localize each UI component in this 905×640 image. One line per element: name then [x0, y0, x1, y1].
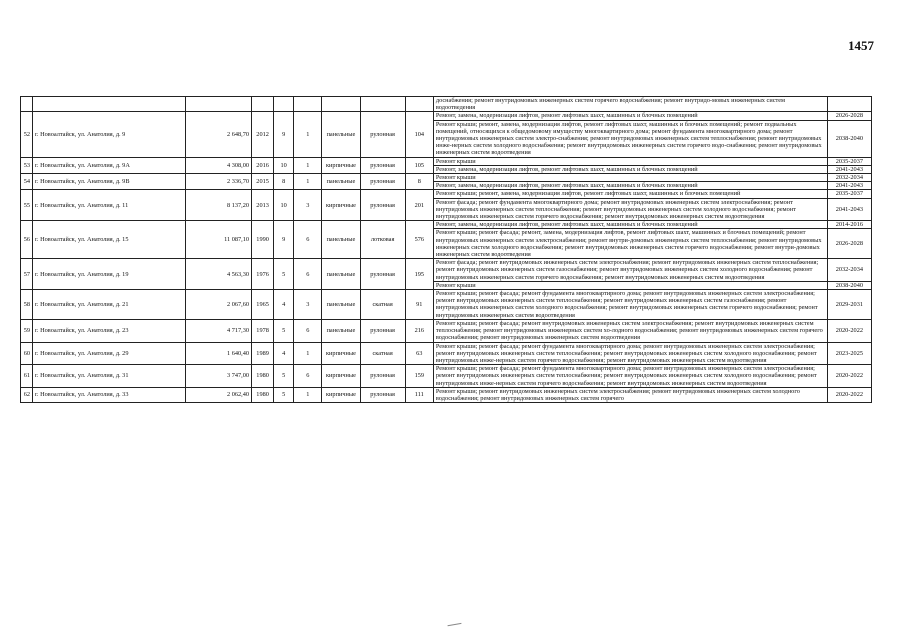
table-row [21, 342, 872, 365]
wall-material-cell: панельные [322, 221, 360, 259]
floors-cell: 5 [274, 387, 294, 402]
row-number [21, 97, 33, 112]
floors-cell: 5 [274, 365, 294, 388]
area-cell: 2 336,70 [185, 174, 251, 190]
work-description-cell: Ремонт крыши [433, 157, 827, 165]
period-cell: 2035-2037 [827, 190, 871, 198]
wall-material-cell [322, 97, 360, 112]
area-cell: 2 062,40 [185, 387, 251, 402]
page-number: 1457 [848, 38, 874, 53]
period-cell: 2035-2037 [827, 157, 871, 165]
work-description-cell: Ремонт, замена, модернизация лифтов, ремонт лифтовых шахт, машинных и блочных помещений [433, 182, 827, 190]
work-description-cell: доснабжения; ремонт внутридомовых инженерных систем горячего водоснабжения; ремонт внутридо-мовых инженерных систем водоотведения [433, 97, 827, 112]
year-cell: 2013 [252, 190, 274, 221]
roof-type-cell: рулонная [360, 112, 405, 157]
row-number: 55 [21, 190, 33, 221]
wall-material-cell: панельные [322, 290, 360, 320]
area-cell: 3 747,00 [185, 365, 251, 388]
period-cell: 2041-2043 [827, 182, 871, 190]
year-cell: 1980 [252, 387, 274, 402]
period-cell: 2029-2031 [827, 290, 871, 320]
area-cell: 1 640,40 [185, 342, 251, 365]
year-cell [252, 97, 274, 112]
apartments-cell: 201 [405, 190, 433, 221]
work-description-cell: Ремонт фасада; ремонт внутридомовых инженерных систем электроснабжения; ремонт внутридомовых инженерных систем теплоснабжения; ремонт внутридомовых инженерных систем газоснабжения; ремонт внутридомовых инженерных систем холодного водоснабжения; ремонт внутридомовых инженерных систем горячего водоснабжения; ремонт внутридомовых инженерных систем водоотведения [433, 259, 827, 282]
work-description-cell: Ремонт, замена, модернизация лифтов, ремонт лифтовых шахт, машинных и блочных помещений [433, 165, 827, 173]
address-cell: г. Новоалтайск, ул. Анатолия, д. 29 [33, 342, 186, 365]
floors-cell: 5 [274, 319, 294, 342]
year-cell: 2016 [252, 157, 274, 173]
area-cell: 4 308,00 [185, 157, 251, 173]
address-cell: г. Новоалтайск, ул. Анатолия, д. 23 [33, 319, 186, 342]
table-row [21, 319, 872, 342]
wall-material-cell: панельные [322, 259, 360, 290]
table-row [21, 221, 872, 229]
work-description-cell: Ремонт крыши; ремонт фасада; ремонт фундамента многоквартирного дома; ремонт внутридомовых инженерных систем электроснабжения; ремонт внутридомовых инженерных систем теплоснабжения; ремонт внутридомовых инженерных систем холодного водоснабжения; ремонт внутридомовых инже-нерных систем горячего водоснабжения; ремонт внутридомовых инженерных систем водоотведения [433, 342, 827, 365]
year-cell: 2012 [252, 112, 274, 157]
roof-type-cell: лотковая [360, 221, 405, 259]
period-cell [827, 97, 871, 112]
apartments-cell: 91 [405, 290, 433, 320]
address-cell: г. Новоалтайск, ул. Анатолия, д. 21 [33, 290, 186, 320]
floors-cell: 4 [274, 342, 294, 365]
address-cell: г. Новоалтайск, ул. Анатолия, д. 11 [33, 190, 186, 221]
work-description-cell: Ремонт крыши; ремонт фасада; ремонт, замена, модернизация лифтов, ремонт лифтовых шахт, машинных и блочных помещений; ремонт внутридомовых инженерных систем электроснабжения; ремонт внутри-домовых инженерных систем теплоснабжения; ремонт внутридомовых инженерных систем холодного водоснабжения; ремонт внутридомовых инженерных систем горячего водоснабжения; ремонт внутри-домовых инженерных систем водоотведения [433, 229, 827, 259]
table-row [21, 157, 872, 165]
period-cell: 2026-2028 [827, 112, 871, 120]
entrances-cell: 6 [294, 259, 322, 290]
entrances-cell: 3 [294, 290, 322, 320]
entrances-cell: 6 [294, 319, 322, 342]
year-cell: 1976 [252, 259, 274, 290]
row-number: 56 [21, 221, 33, 259]
entrances-cell: 1 [294, 387, 322, 402]
table-row [21, 190, 872, 198]
period-cell: 2041-2043 [827, 165, 871, 173]
period-cell: 2032-2034 [827, 174, 871, 182]
roof-type-cell: рулонная [360, 174, 405, 190]
entrances-cell: 1 [294, 157, 322, 173]
row-number: 60 [21, 342, 33, 365]
entrances-cell: 6 [294, 221, 322, 259]
address-cell: г. Новоалтайск, ул. Анатолия, д. 19 [33, 259, 186, 290]
table-row [21, 97, 872, 112]
period-cell: 2020-2022 [827, 319, 871, 342]
table-row [21, 365, 872, 388]
apartments-cell: 111 [405, 387, 433, 402]
roof-type-cell: рулонная [360, 259, 405, 290]
year-cell: 1990 [252, 221, 274, 259]
apartments-cell: 159 [405, 365, 433, 388]
table-row [21, 290, 872, 320]
housing-repair-table [20, 96, 872, 403]
period-cell: 2020-2022 [827, 365, 871, 388]
work-description-cell: Ремонт крыши; ремонт фасада; ремонт фундамента многоквартирного дома; ремонт внутридомовых инженерных систем электроснабжения; ремонт внутридомовых инженерных систем теплоснабжения; ремонт внутридомовых инженерных систем холодного водоснабжения; ремонт внутридомовых инже-нерных систем горячего водоснабжения; ремонт внутридомовых инженерных систем водоотведения [433, 365, 827, 388]
apartments-cell: 105 [405, 157, 433, 173]
apartments-cell: 63 [405, 342, 433, 365]
row-number: 59 [21, 319, 33, 342]
area-cell: 8 137,20 [185, 190, 251, 221]
row-number: 58 [21, 290, 33, 320]
wall-material-cell: кирпичные [322, 342, 360, 365]
period-cell: 2038-2040 [827, 281, 871, 289]
work-description-cell: Ремонт крыши; ремонт внутридомовых инженерных систем электроснабжения; ремонт внутридомовых инженерных систем холодного водоснабжения; ремонт внутридомовых инженерных систем горячего [433, 387, 827, 402]
row-number: 53 [21, 157, 33, 173]
roof-type-cell [360, 97, 405, 112]
address-cell: г. Новоалтайск, ул. Анатолия, д. 15 [33, 221, 186, 259]
table-row [21, 112, 872, 120]
row-number: 62 [21, 387, 33, 402]
table-body [21, 97, 872, 403]
table-row [21, 259, 872, 282]
row-number: 61 [21, 365, 33, 388]
address-cell: г. Новоалтайск, ул. Анатолия, д. 33 [33, 387, 186, 402]
entrances-cell: 3 [294, 190, 322, 221]
roof-type-cell: скатная [360, 290, 405, 320]
work-description-cell: Ремонт крыши [433, 174, 827, 182]
area-cell: 4 563,30 [185, 259, 251, 290]
area-cell: 4 717,30 [185, 319, 251, 342]
floors-cell: 10 [274, 157, 294, 173]
row-number: 52 [21, 112, 33, 157]
year-cell: 1978 [252, 319, 274, 342]
entrances-cell: 1 [294, 174, 322, 190]
address-cell: г. Новоалтайск, ул. Анатолия, д. 9 [33, 112, 186, 157]
entrances-cell: 1 [294, 342, 322, 365]
row-number: 57 [21, 259, 33, 290]
apartments-cell: 576 [405, 221, 433, 259]
period-cell: 2014-2016 [827, 221, 871, 229]
area-cell: 2 067,60 [185, 290, 251, 320]
work-description-cell: Ремонт крыши; ремонт фасада; ремонт внутридомовых инженерных систем электроснабжения; ремонт внутридомовых инженерных систем теплоснабжения; ремонт внутридомовых инженерных систем хо-лодного водоснабжения; ремонт внутридомовых инженерных систем горячего водоснабжения; ремонт внутридомовых инженерных систем водоотведения [433, 319, 827, 342]
entrances-cell [294, 97, 322, 112]
roof-type-cell: рулонная [360, 387, 405, 402]
period-cell: 2032-2034 [827, 259, 871, 282]
work-description-cell: Ремонт фасада; ремонт фундамента многоквартирного дома; ремонт внутридомовых инженерных систем электроснабжения; ремонт внутридомовых инженерных систем теплоснабжения; ремонт внутридомовых инженерных систем холодного водоснабжения; ремонт внутридомовых инженерных систем горячего водоснабжения; ремонт внутридомовых инженерных систем водоотведения [433, 198, 827, 221]
period-cell: 2023-2025 [827, 342, 871, 365]
work-description-cell: Ремонт крыши; ремонт, замена, модернизация лифтов, ремонт лифтовых шахт, машинных и блочных помещений; ремонт подвальных помещений, относящихся к общедомовому имуществу многоквартирного дома; ремонт фундамента многоквартирного дома; ремонт внутридомовых инженерных систем электро-снабжения; ремонт внутридомовых инженерных систем теплоснабжения; ремонт внутридомовых инже-нерных систем холодного водоснабжения; ремонт внутридомовых инженерных систем горячего водо-снабжения; ремонт внутридомовых инженерных систем водоотведения [433, 120, 827, 157]
period-cell: 2038-2040 [827, 120, 871, 157]
wall-material-cell: кирпичные [322, 157, 360, 173]
work-description-cell: Ремонт крыши [433, 281, 827, 289]
year-cell: 1965 [252, 290, 274, 320]
address-cell: г. Новоалтайск, ул. Анатолия, д. 9В [33, 174, 186, 190]
wall-material-cell: панельные [322, 174, 360, 190]
floors-cell: 4 [274, 290, 294, 320]
area-cell [185, 97, 251, 112]
roof-type-cell: рулонная [360, 190, 405, 221]
roof-type-cell: рулонная [360, 365, 405, 388]
apartments-cell [405, 97, 433, 112]
area-cell: 11 087,10 [185, 221, 251, 259]
wall-material-cell: панельные [322, 319, 360, 342]
floors-cell: 10 [274, 190, 294, 221]
table-row [21, 387, 872, 402]
work-description-cell: Ремонт крыши; ремонт фасада; ремонт фундамента многоквартирного дома; ремонт внутридомовых инженерных систем электроснабжения; ремонт внутридомовых инженерных систем теплоснабжения; ремонт внутридомовых инженерных систем газоснабжения; ремонт внутридомовых инженерных систем холодного водоснабжения; ремонт внутридомовых инженерных систем горячего водоснабжения; ремонт внутридомовых инженерных систем водоотведения [433, 290, 827, 320]
period-cell: 2026-2028 [827, 229, 871, 259]
table-row [21, 174, 872, 182]
row-number: 54 [21, 174, 33, 190]
year-cell: 1989 [252, 342, 274, 365]
pen-mark [447, 623, 462, 632]
address-cell [33, 97, 186, 112]
floors-cell: 9 [274, 221, 294, 259]
floors-cell: 5 [274, 259, 294, 290]
wall-material-cell: кирпичные [322, 190, 360, 221]
roof-type-cell: рулонная [360, 319, 405, 342]
wall-material-cell: кирпичные [322, 365, 360, 388]
area-cell: 2 648,70 [185, 112, 251, 157]
floors-cell: 9 [274, 112, 294, 157]
work-description-cell: Ремонт, замена, модернизация лифтов, ремонт лифтовых шахт, машинных и блочных помещений [433, 221, 827, 229]
roof-type-cell: рулонная [360, 157, 405, 173]
work-description-cell: Ремонт крыши; ремонт, замена, модернизация лифтов, ремонт лифтовых шахт, машинных и блочных помещений [433, 190, 827, 198]
wall-material-cell: кирпичные [322, 387, 360, 402]
work-description-cell: Ремонт, замена, модернизация лифтов, ремонт лифтовых шахт, машинных и блочных помещений [433, 112, 827, 120]
year-cell: 2015 [252, 174, 274, 190]
floors-cell: 8 [274, 174, 294, 190]
address-cell: г. Новоалтайск, ул. Анатолия, д. 9А [33, 157, 186, 173]
roof-type-cell: скатная [360, 342, 405, 365]
period-cell: 2020-2022 [827, 387, 871, 402]
entrances-cell: 6 [294, 365, 322, 388]
floors-cell [274, 97, 294, 112]
apartments-cell: 8 [405, 174, 433, 190]
wall-material-cell: панельные [322, 112, 360, 157]
apartments-cell: 104 [405, 112, 433, 157]
period-cell: 2041-2043 [827, 198, 871, 221]
apartments-cell: 195 [405, 259, 433, 290]
year-cell: 1980 [252, 365, 274, 388]
entrances-cell: 1 [294, 112, 322, 157]
apartments-cell: 216 [405, 319, 433, 342]
address-cell: г. Новоалтайск, ул. Анатолия, д. 31 [33, 365, 186, 388]
